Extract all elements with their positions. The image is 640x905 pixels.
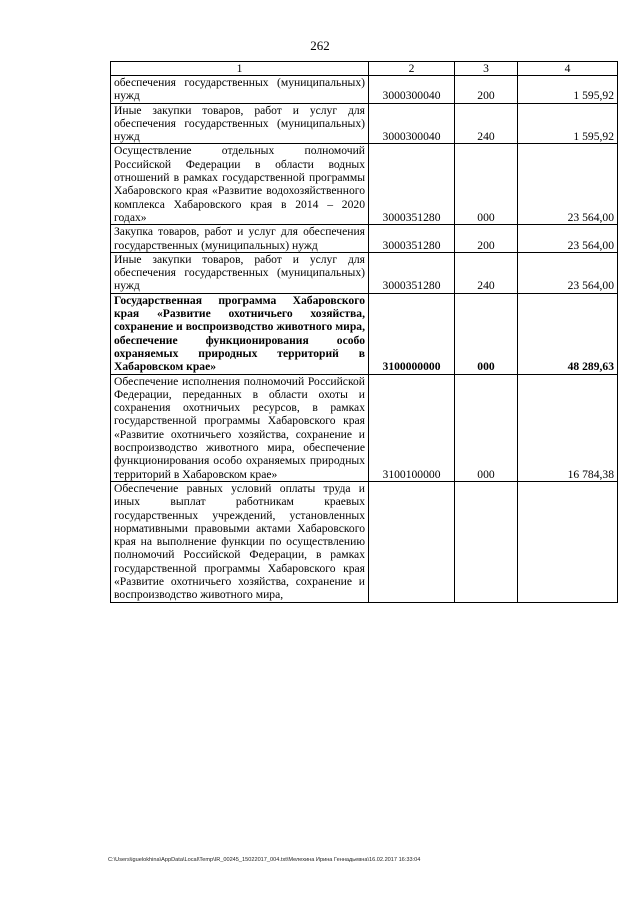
row-type: 000 — [455, 374, 518, 481]
header-col-2: 2 — [369, 62, 455, 76]
row-name: Государственная программа Хабаровского края «Развитие охотничьего хозяйства, сохранение и воспроизводство животного мира, обеспечение функционирования особо охраняемых природных территорий в Хабаровском крае» — [111, 293, 369, 374]
header-col-3: 3 — [455, 62, 518, 76]
page-number: 262 — [310, 38, 330, 53]
row-amount: 1 595,92 — [518, 76, 618, 104]
budget-table — [110, 61, 618, 603]
table-row — [111, 252, 618, 293]
row-type: 200 — [455, 76, 518, 104]
row-type: 240 — [455, 252, 518, 293]
row-code: 3000300040 — [369, 76, 455, 104]
row-amount: 23 564,00 — [518, 144, 618, 225]
row-name: Закупка товаров, работ и услуг для обеспечения государственных (муниципальных) нужд — [111, 225, 369, 253]
row-name: Осуществление отдельных полномочий Российской Федерации в области водных отношений в рамках государственной программы Хабаровского края «Развитие водохозяйственного комплекса Хабаровского края в 2014 – 2020 годах» — [111, 144, 369, 225]
header-col-4: 4 — [518, 62, 618, 76]
row-name: обеспечения государственных (муниципальных) нужд — [111, 76, 369, 104]
table-row — [111, 144, 618, 225]
row-type: 240 — [455, 103, 518, 144]
table-row — [111, 103, 618, 144]
row-type: 000 — [455, 293, 518, 374]
file-path-footer: C:\Users\iguelokhina\AppData\Local\Temp\IR_00245_15022017_004.txt\Мелехина Ирина Геннадьевна\16.02.2017 16:33:04 — [108, 857, 421, 863]
row-name: Обеспечение равных условий оплаты труда и иных выплат работникам краевых государственных учреждений, установленных нормативными правовыми актами Хабаровского края на выполнение функции по осуществлению полномочий Российской Федерации, в рамках государственной программы Хабаровского края «Развитие охотничьего хозяйства, сохранение и воспроизводство животного мира, — [111, 481, 369, 602]
row-code: 3000351280 — [369, 225, 455, 253]
table-row — [111, 76, 618, 104]
header-col-1: 1 — [111, 62, 369, 76]
row-code: 3000351280 — [369, 252, 455, 293]
row-amount: 48 289,63 — [518, 293, 618, 374]
row-type: 000 — [455, 144, 518, 225]
row-code — [369, 481, 455, 602]
table-header-row — [111, 62, 618, 76]
table-row-program — [111, 293, 618, 374]
row-code: 3000300040 — [369, 103, 455, 144]
row-name: Иные закупки товаров, работ и услуг для обеспечения государственных (муниципальных) нужд — [111, 103, 369, 144]
row-type — [455, 481, 518, 602]
row-amount: 1 595,92 — [518, 103, 618, 144]
table-row — [111, 374, 618, 481]
table-row — [111, 225, 618, 253]
row-amount: 23 564,00 — [518, 252, 618, 293]
row-amount — [518, 481, 618, 602]
row-name: Иные закупки товаров, работ и услуг для обеспечения государственных (муниципальных) нужд — [111, 252, 369, 293]
row-code: 3100100000 — [369, 374, 455, 481]
row-code: 3000351280 — [369, 144, 455, 225]
row-code: 3100000000 — [369, 293, 455, 374]
row-name: Обеспечение исполнения полномочий Российской Федерации, переданных в области охоты и сохранения охотничьих ресурсов, в рамках государственной программы Хабаровского края «Развитие охотничьего хозяйства, сохранение и воспроизводство животного мира, обеспечение функционирования особо охраняемых природных территорий в Хабаровском крае» — [111, 374, 369, 481]
table-row — [111, 481, 618, 602]
row-amount: 16 784,38 — [518, 374, 618, 481]
row-amount: 23 564,00 — [518, 225, 618, 253]
row-type: 200 — [455, 225, 518, 253]
